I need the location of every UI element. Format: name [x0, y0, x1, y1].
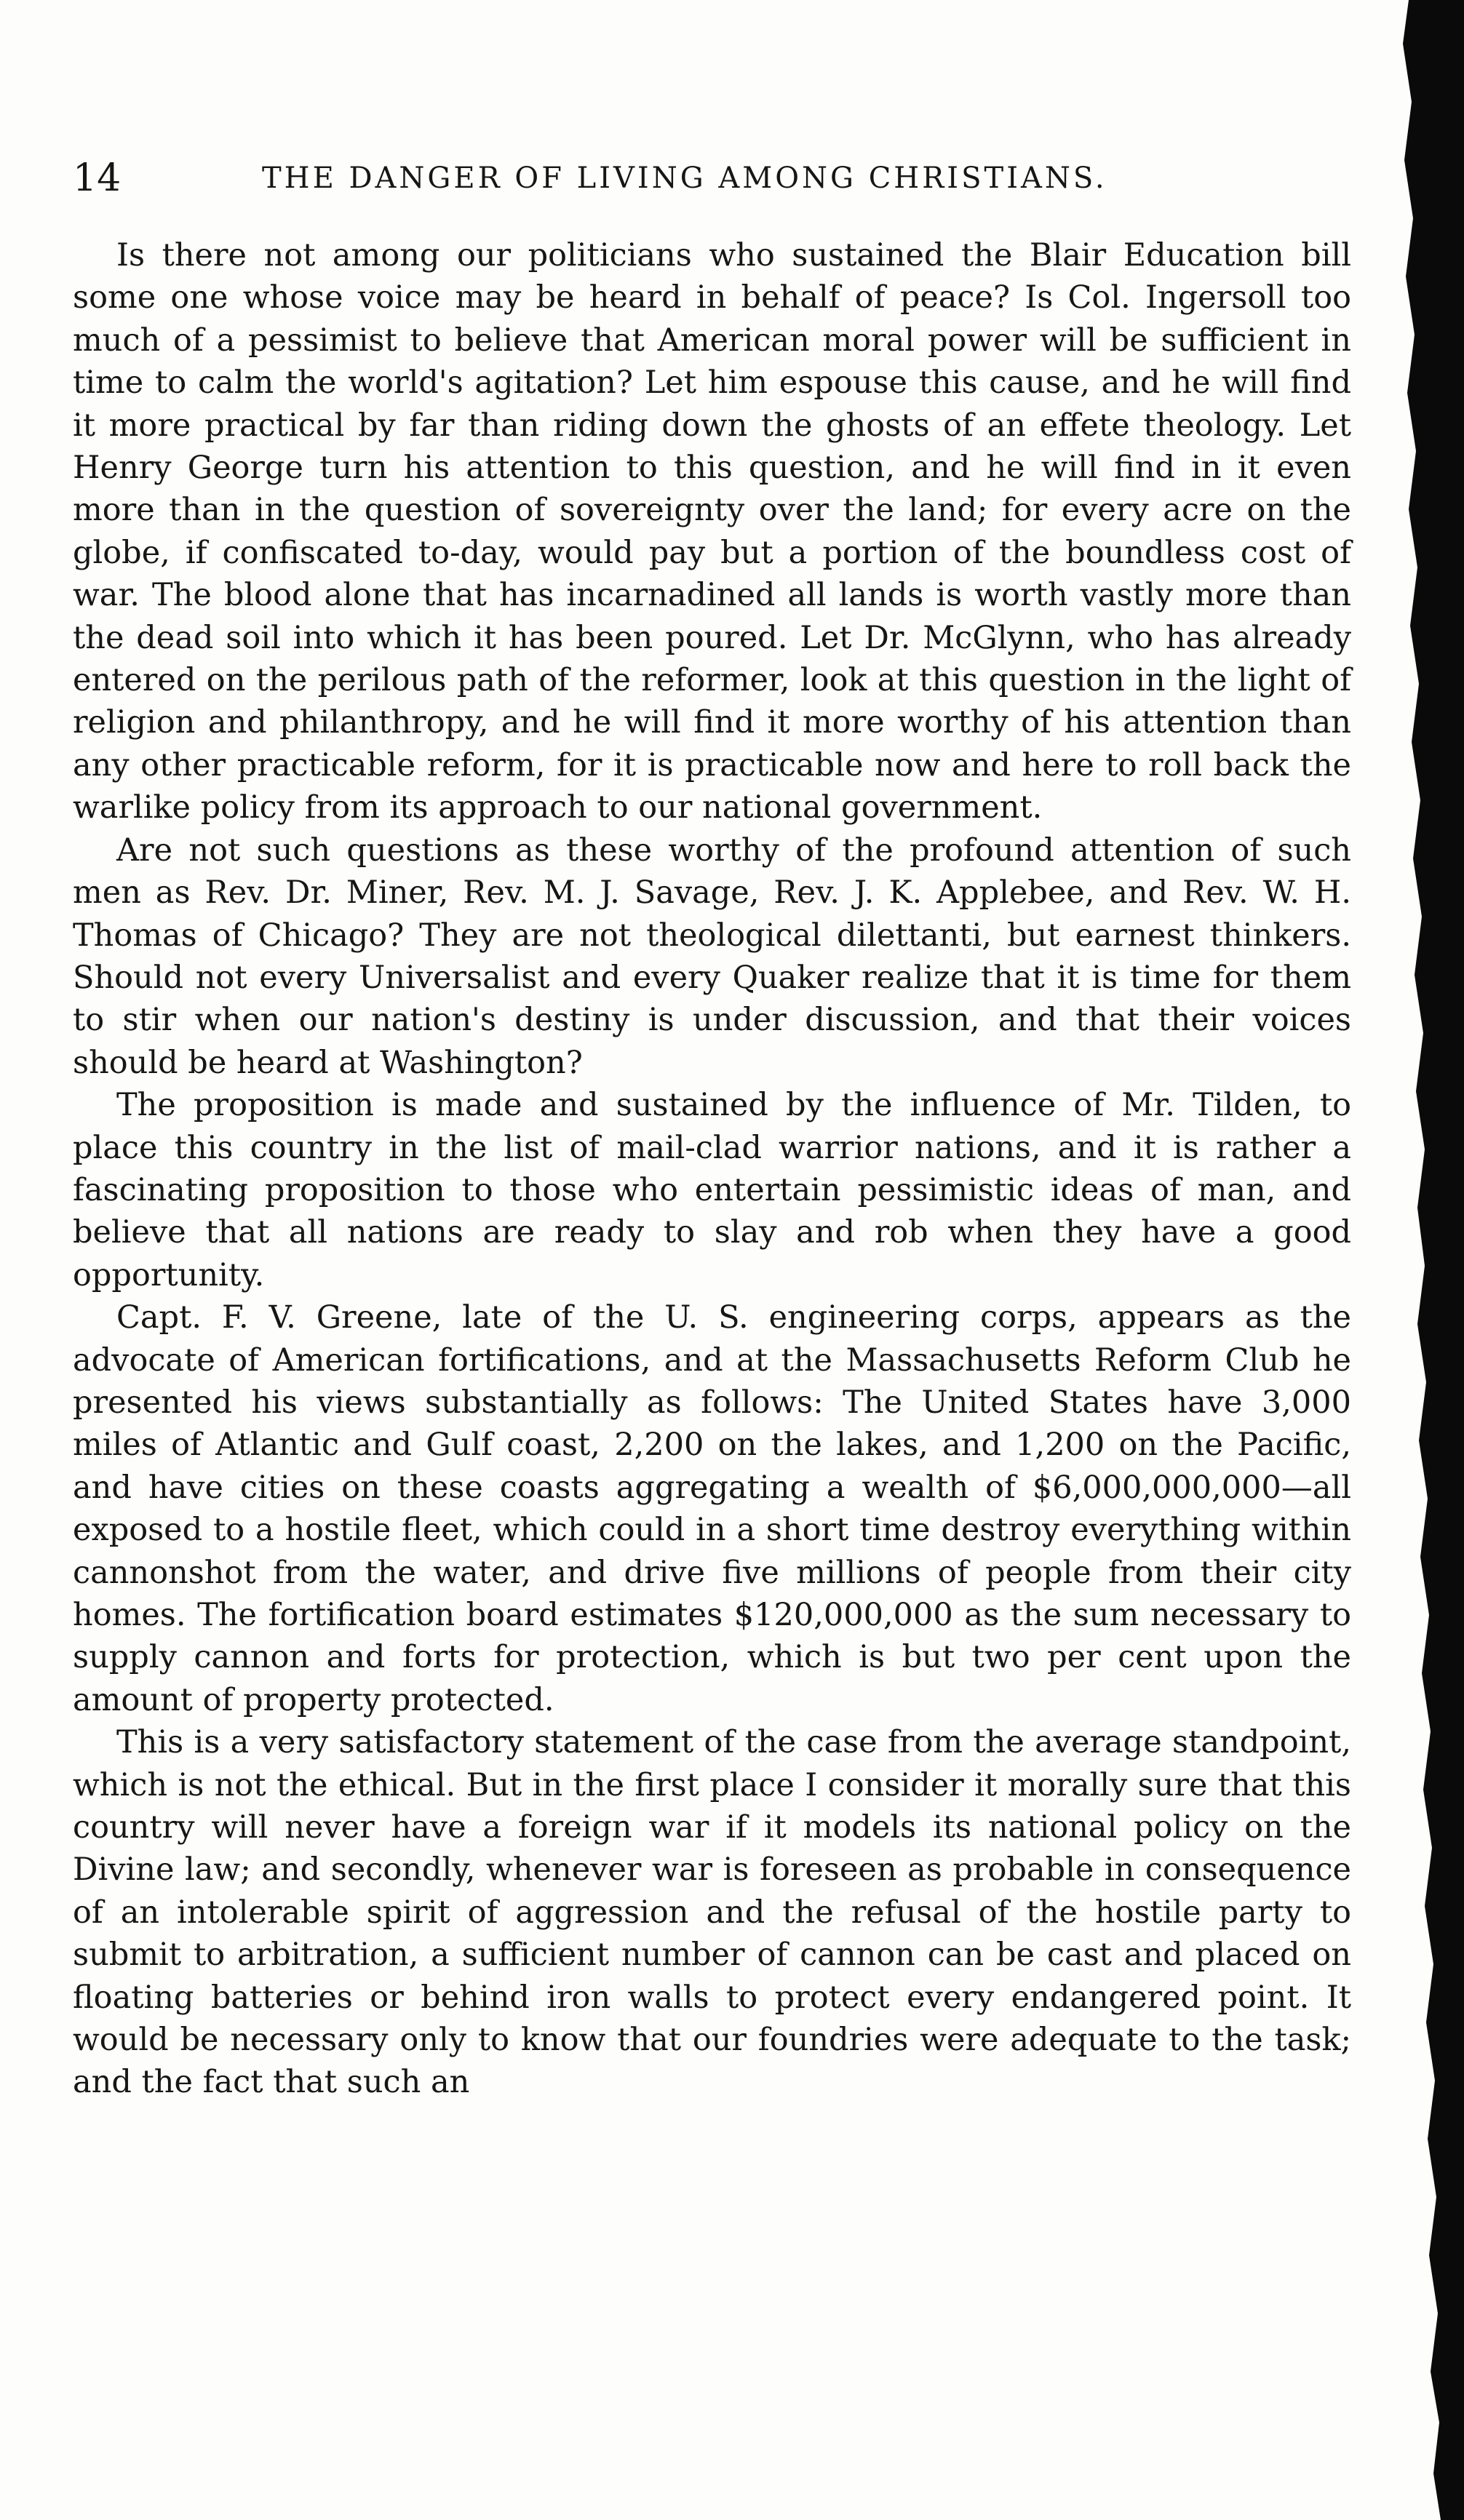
- page-number: 14: [73, 156, 122, 200]
- running-title: THE DANGER OF LIVING AMONG CHRISTIANS.: [262, 162, 1107, 195]
- paragraph-2: Are not such questions as these worthy of the profound attention of such men as Rev. Dr. Miner, Rev. M. J. Savage, Rev. J. K. Applebee, and Rev. W. H. Thomas of Chicago? They are not theological dilettanti, but earnest thinkers. Should not every Universalist and every Quaker realize that it is time for them to stir when our nation's destiny is under discussion, and that their voices should be heard at Washington?: [73, 832, 1351, 1081]
- body-text: [73, 234, 1351, 2104]
- scan-binding-edge: [1396, 0, 1464, 2520]
- paragraph-4: Capt. F. V. Greene, late of the U. S. engineering corps, appears as the advocate of American fortifications, and at the Massachusetts Reform Club he presented his views substantially as follows: The United States have 3,000 miles of Atlantic and Gulf coast, 2,200 on the lakes, and 1,200 on the Pacific, and have cities on these coasts aggregating a wealth of $6,000,000,000—all exposed to a hostile fleet, which could in a short time destroy everything within cannonshot from the water, and drive five millions of people from their city homes. The fortification board estimates $120,000,000 as the sum necessary to supply cannon and forts for protection, which is but two per cent upon the amount of property protected.: [73, 1299, 1351, 1718]
- paragraph-3: The proposition is made and sustained by the influence of Mr. Tilden, to place this country in the list of mail-clad warrior nations, and it is rather a fascinating proposition to those who entertain pessimistic ideas of man, and believe that all nations are ready to slay and rob when they have a good opportunity.: [73, 1087, 1351, 1293]
- paragraph-5: This is a very satisfactory statement of the case from the average standpoint, which is not the ethical. But in the first place I consider it morally sure that this country will never have a foreign war if it models its national policy on the Divine law; and secondly, whenever war is foreseen as probable in consequence of an intolerable spirit of aggression and the refusal of the hostile party to submit to arbitration, a sufficient number of cannon can be cast and placed on floating batteries or behind iron walls to protect every endangered point. It would be necessary only to know that our foundries were adequate to the task; and the fact that such an: [73, 1724, 1351, 2101]
- page-header: [73, 153, 1353, 204]
- paragraph-1: Is there not among our politicians who sustained the Blair Education bill some one whose voice may be heard in behalf of peace? Is Col. Ingersoll too much of a pessimist to believe that American moral power will be sufficient in time to calm the world's agitation? Let him espouse this cause, and he will find it more practical by far than riding down the ghosts of an effete theology. Let Henry George turn his attention to this question, and he will find in it even more than in the question of sovereignty over the land; for every acre on the globe, if confiscated to-day, would pay but a portion of the boundless cost of war. The blood alone that has incarnadined all lands is worth vastly more than the dead soil into which it has been poured. Let Dr. McGlynn, who has already entered on the perilous path of the reformer, look at this question in the light of religion and philanthropy, and he will find it more worthy of his attention than any other practicable reform, for it is practicable now and here to roll back the warlike policy from its approach to our national government.: [73, 237, 1351, 826]
